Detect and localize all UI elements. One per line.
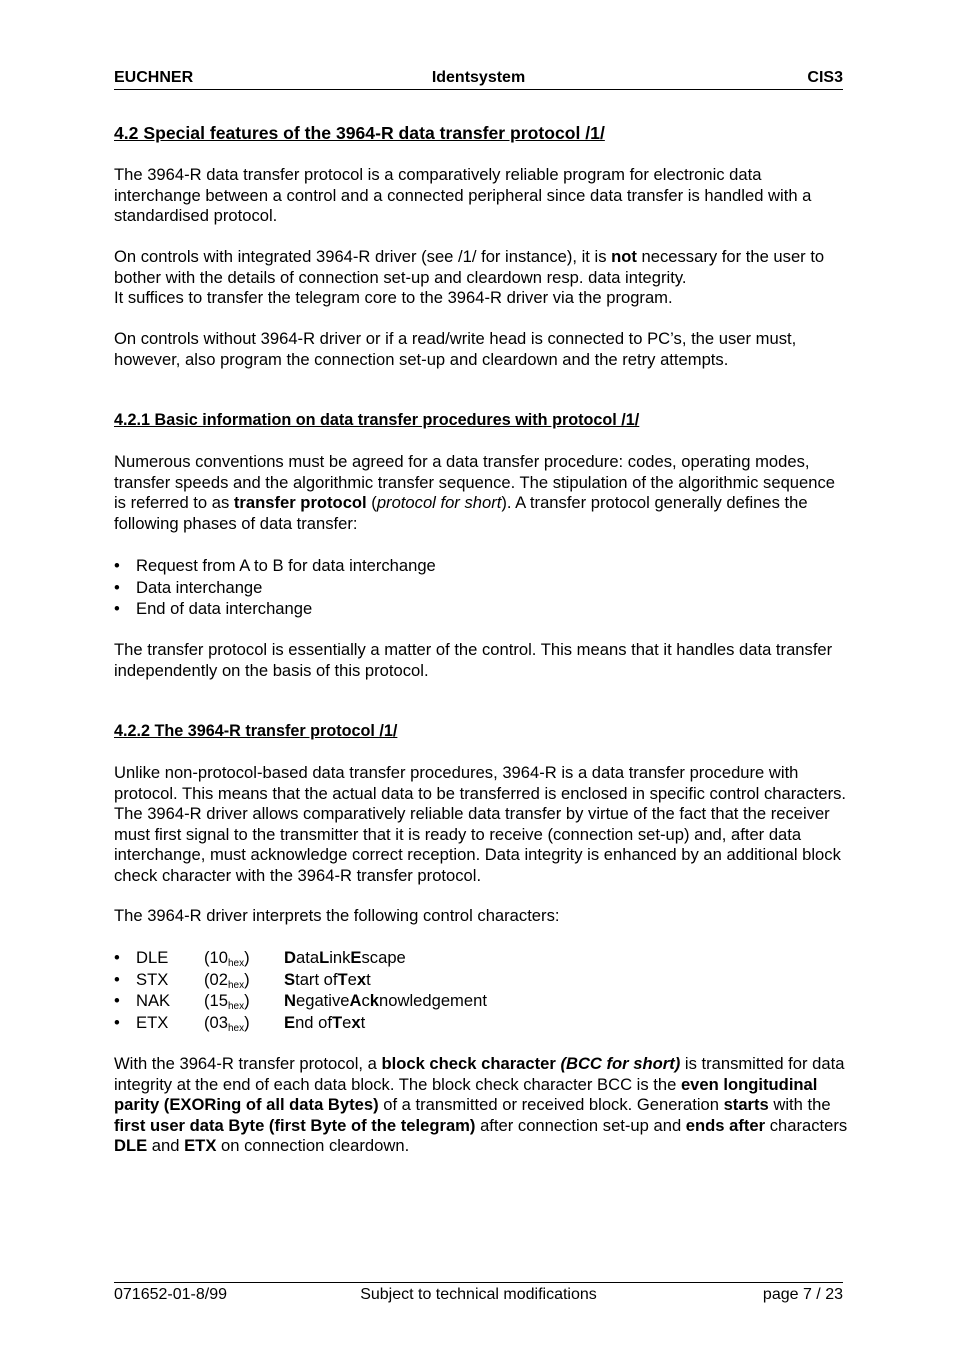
control-char-item: • STX $(02_{hex})$ Start ofText [114, 969, 849, 991]
footer-note: Subject to technical modifications [360, 1286, 597, 1303]
subsection-title-4-2-2: 4.2.2 The 3964-R transfer protocol /1/ [114, 722, 398, 740]
section-title: 4.2 Special features of the 3964-R data transfer protocol /1/ [114, 123, 605, 143]
header-title: Identsystem [431, 69, 526, 86]
footer-page-number: page 7 / 23 [762, 1286, 843, 1303]
header-company: EUCHNER [114, 69, 194, 86]
subsection-title-4-2-1: 4.2.1 Basic information on data transfer procedures with protocol /1/ [114, 411, 640, 429]
intro-paragraph-2: On controls with integrated 3964-R driver (see /1/ for instance), it is not necessary for the user to bother with the details of connection set-up and cleardown resp. data integrity. It suffices to transfer the telegram core to the 3964-R driver via the program. [114, 247, 825, 307]
control-char-item: • ETX $(03_{hex})$ End ofText [114, 1012, 849, 1034]
s421-paragraph-1: Numerous conventions must be agreed for a data transfer procedure: codes, operating modes, transfer speeds and the algorithmic transfer sequence. The stipulation of the algorithmic sequence is referred to as transfer protocol (protocol for short). A transfer protocol generally defines the following phases of data transfer: [114, 452, 836, 533]
control-char-item: • NAK $(15_{hex})$ NegativeAcknowledgement [114, 990, 849, 1012]
s422-paragraph-3: With the 3964-R transfer protocol, a block check character (BCC for short) is transmitted for data integrity at the end of each data block. The block check character BCC is the even longitudinal parity (EXORing of all data Bytes) of a transmitted or received block. Generation starts with the first user data Byte (first Byte of the telegram) after connection set-up and ends after characters DLE and ETX on connection cleardown. [114, 1054, 848, 1155]
list-item: • End of data interchange [114, 598, 849, 620]
s422-paragraph-2: The 3964-R driver interprets the following control characters: [114, 906, 560, 925]
s422-paragraph-1: Unlike non-protocol-based data transfer procedures, 3964-R is a data transfer procedure with protocol. This means that the actual data to be transferred is enclosed in specific control characters. The 3964-R driver allows comparatively reliable data transfer by virtue of the fact that the receiver must first signal to the transmitter that it is ready to receive (connection set-up) and, after data interchange, must acknowledge correct reception. Data integrity is enhanced by an additional block check character with the 3964-R transfer protocol. [114, 763, 847, 885]
page-footer [114, 1282, 843, 1309]
control-char-item: • DLE $(10_{hex})$ DataLinkEscape [114, 947, 849, 969]
control-character-list [114, 947, 849, 1033]
header-product: CIS3 [807, 69, 843, 86]
page-header [114, 68, 843, 90]
s421-paragraph-2: The transfer protocol is essentially a matter of the control. This means that it handles data transfer independently on the basis of this protocol. [114, 640, 833, 680]
intro-paragraph-1: The 3964-R data transfer protocol is a comparatively reliable program for electronic data interchange between a control and a connected peripheral since data transfer is handled with a standardised protocol. [114, 165, 812, 225]
footer-doc-number: 071652-01-8/99 [114, 1286, 227, 1303]
intro-paragraph-3: On controls without 3964-R driver or if a read/write head is connected to PC’s, the user must, however, also program the connection set-up and cleardown and the retry attempts. [114, 329, 797, 369]
phase-list [114, 555, 849, 620]
list-item: • Request from A to B for data interchange [114, 555, 849, 577]
list-item: • Data interchange [114, 577, 849, 599]
